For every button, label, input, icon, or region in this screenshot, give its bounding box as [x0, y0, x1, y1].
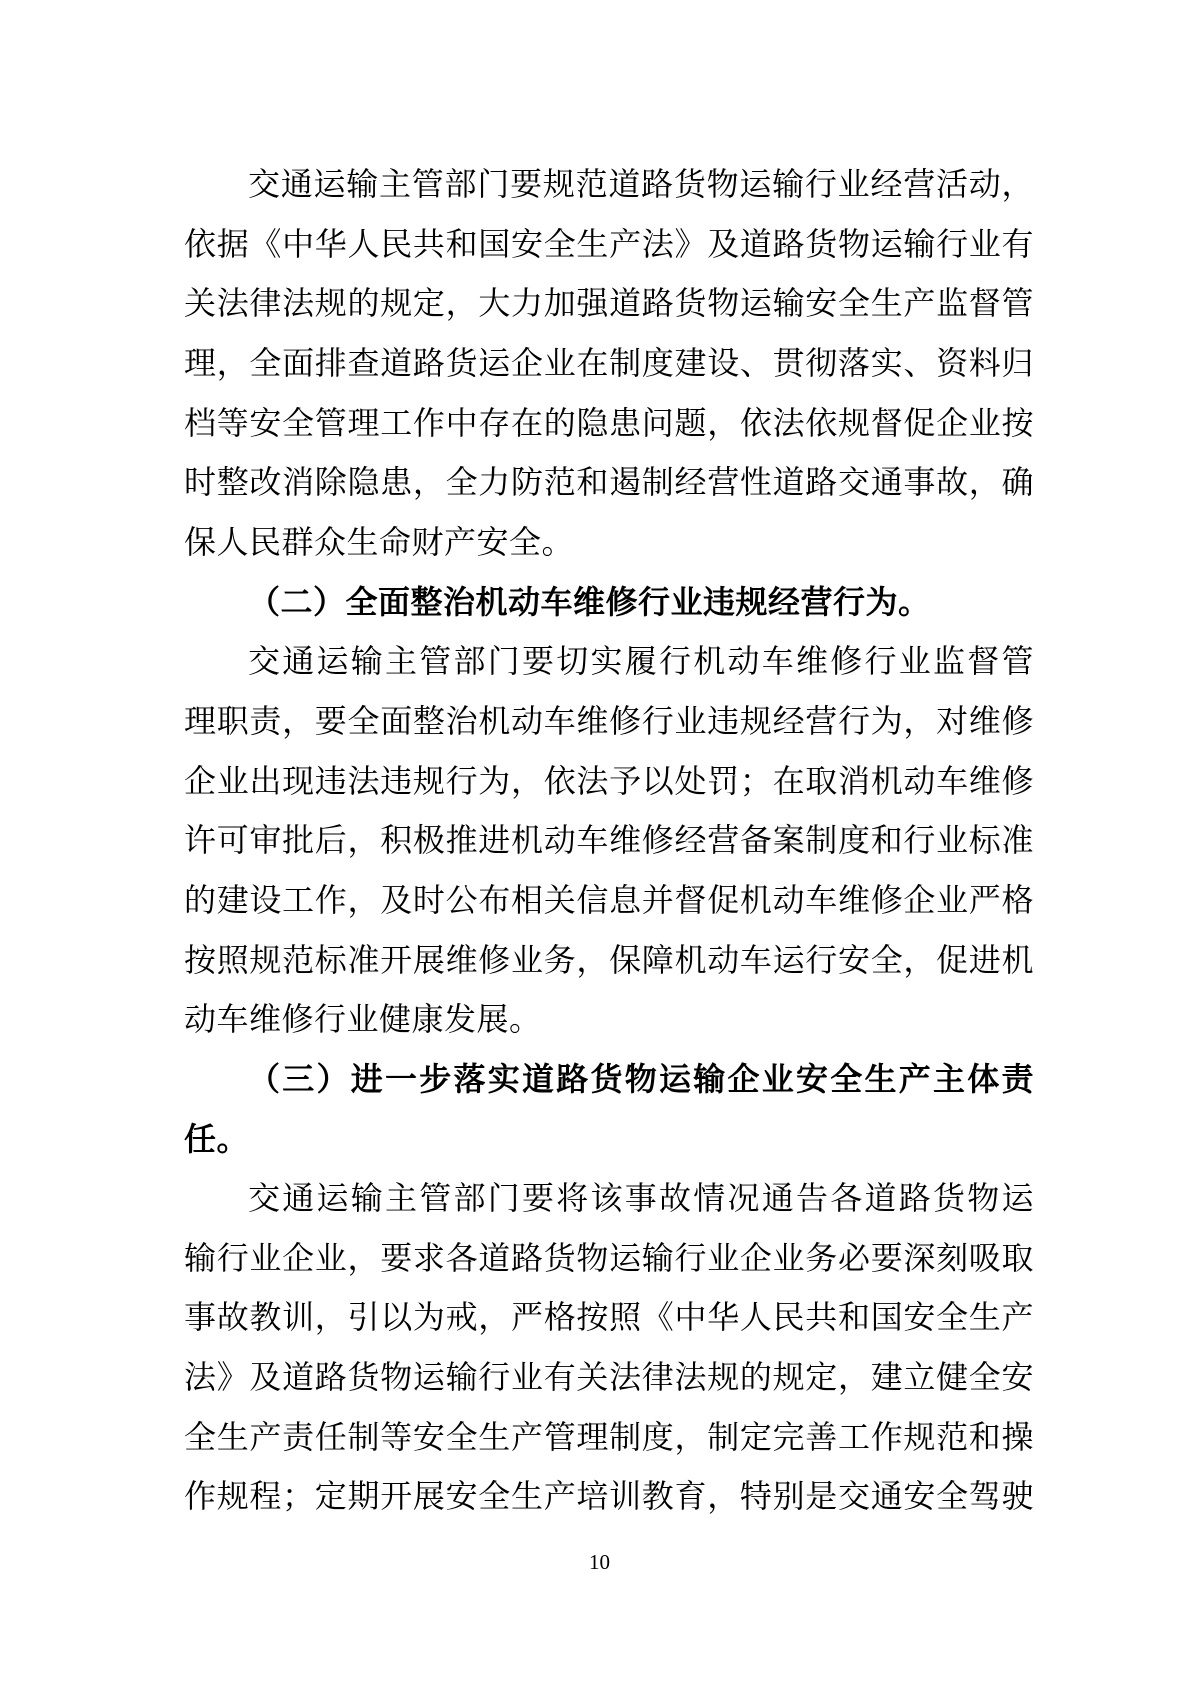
text-line: 依据《中华人民共和国安全生产法》及道路货物运输行业有	[184, 225, 1034, 262]
text-line: 企业出现违法违规行为，依法予以处罚；在取消机动车维修	[184, 762, 1034, 799]
text-line: 保人民群众生命财产安全。	[184, 523, 575, 560]
text-line: 作规程；定期开展安全生产培训教育，特别是交通安全驾驶	[184, 1478, 1034, 1515]
text-line: 动车维修行业健康发展。	[184, 1001, 542, 1038]
text-line: 的建设工作，及时公布相关信息并督促机动车维修企业严格	[184, 881, 1034, 918]
text-line: 许可审批后，积极推进机动车维修经营备案制度和行业标准	[184, 822, 1034, 859]
text-line: 按照规范标准开展维修业务，保障机动车运行安全，促进机	[184, 941, 1034, 978]
text-line: 交通运输主管部门要切实履行机动车维修行业监督管	[248, 643, 1034, 680]
text-line: 输行业企业，要求各道路货物运输行业企业务必要深刻吸取	[184, 1239, 1034, 1276]
text-line: 全生产责任制等安全生产管理制度，制定完善工作规范和操	[184, 1418, 1034, 1455]
text-line: 法》及道路货物运输行业有关法律法规的规定，建立健全安	[184, 1359, 1034, 1396]
text-line: 理，全面排查道路货运企业在制度建设、贯彻落实、资料归	[184, 344, 1034, 381]
text-line: 交通运输主管部门要规范道路货物运输行业经营活动，	[248, 166, 1034, 202]
section-heading-3: （三）进一步落实道路货物运输企业安全生产主体责	[248, 1060, 1034, 1097]
section-heading-2: （二）全面整治机动车维修行业违规经营行为。	[248, 583, 931, 620]
text-line: 事故教训，引以为戒，严格按照《中华人民共和国安全生产	[184, 1299, 1034, 1336]
text-line: 关法律法规的规定，大力加强道路货物运输安全生产监督管	[184, 285, 1034, 322]
text-block	[184, 155, 1034, 1527]
text-line: 档等安全管理工作中存在的隐患问题，依法依规督促企业按	[184, 404, 1034, 441]
text-line: 交通运输主管部门要将该事故情况通告各道路货物运	[248, 1180, 1034, 1217]
page-number: 10	[589, 1550, 610, 1574]
text-line: 理职责，要全面整治机动车维修行业违规经营行为，对维修	[184, 702, 1034, 739]
text-line: 时整改消除隐患，全力防范和遏制经营性道路交通事故，确	[184, 464, 1034, 501]
section-heading-3-continued: 任。	[184, 1120, 250, 1157]
